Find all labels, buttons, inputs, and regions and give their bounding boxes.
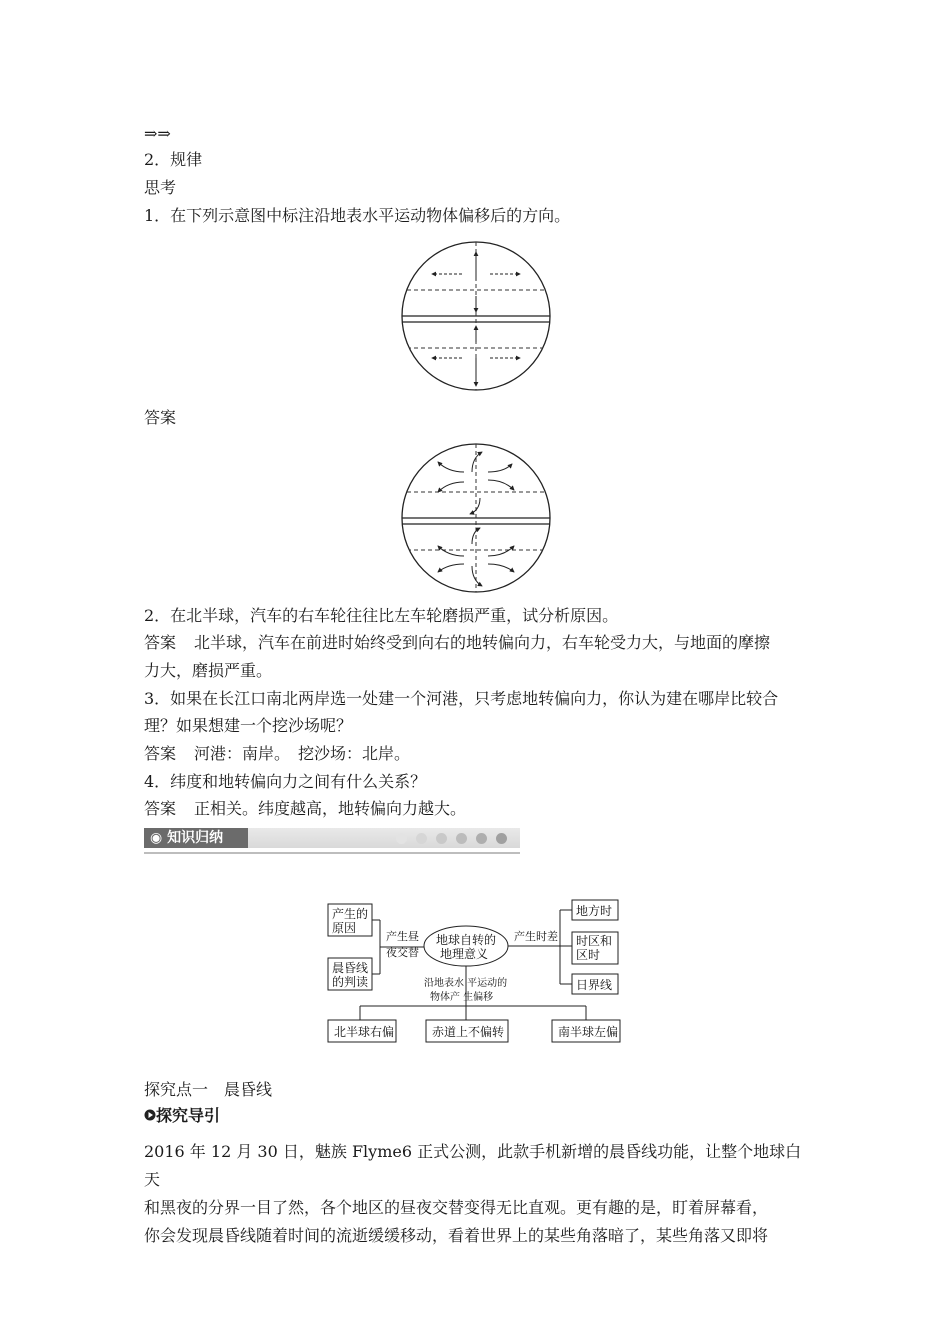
paragraph-line: 2016 年 12 月 30 日，魅族 Flyme6 正式公测，此款手机新增的晨昏线功能，让整个地球白天 [144,1142,802,1189]
globe-answer-diagram [400,442,554,598]
question-1: 1．在下列示意图中标注沿地表水平运动物体偏移后的方向。 [144,206,571,225]
concept-label: 的判读 [332,975,369,989]
concept-label: 时区和 [576,934,613,948]
globe-blank-diagram [400,240,554,396]
answer-text: 河港：南岸。 挖沙场：北岸。 [194,744,411,763]
answer-label: 答案 [144,799,177,818]
answer-2-cont: 力大，磨损严重。 [144,661,273,680]
concept-label: 地方时 [576,904,613,918]
question-2: 2．在北半球，汽车的右车轮往往比左车轮磨损严重，试分析原因。 [144,606,619,625]
banner-title: ◉ 知识归纳 [144,828,248,848]
banner-dot [496,833,507,844]
answer-label: 答案 [144,744,177,763]
concept-label: 赤道上不偏转 [432,1025,505,1039]
question-4: 4．纬度和地转偏向力之间有什么关系？ [144,772,427,791]
explore-heading [144,1106,220,1126]
question-3-line1: 3．如果在长江口南北两岸选一处建一个河港，只考虑地转偏向力，你认为建在哪岸比较合 [144,689,779,708]
banner-dot [416,833,427,844]
concept-link-label: 产生时差 [514,930,558,943]
question-3-line2: 理？如果想建一个挖沙场呢？ [144,716,353,735]
answer-text: 正相关。纬度越高，地转偏向力越大。 [194,799,467,818]
answer-text: 北半球，汽车在前进时始终受到向右的地转偏向力，右车轮受力大，与地面的摩擦 [194,633,771,652]
banner-dot [476,833,487,844]
think-title: 思考 [144,178,177,197]
concept-map-diagram [324,892,624,1048]
answer-label: 答案 [144,633,177,652]
concept-label: 日界线 [576,978,613,992]
banner-dot [396,833,407,844]
concept-label: 南半球左偏 [558,1025,619,1039]
concept-center-label: 地球自转的 [436,933,497,947]
intro-paragraph [144,1138,812,1250]
arrows-text: ⇒⇒ [144,124,171,143]
banner-dot [456,833,467,844]
concept-link-label: 沿地表水 平运动的 [424,978,508,989]
concept-link-label: 产生昼 [386,930,419,943]
concept-label: 区时 [576,948,601,962]
concept-link-label: 夜交替 [386,946,419,959]
concept-label: 产生的 [332,907,369,921]
answer-3 [144,744,410,764]
section-title: 探究点一 晨昏线 [144,1080,273,1099]
answer-2 [144,633,770,653]
answer-1-label: 答案 [144,408,177,427]
knowledge-summary-banner [144,828,520,858]
concept-center-label: 地理意义 [440,947,489,961]
paragraph-line: 你会发现晨昏线随着时间的流逝缓缓移动，看着世界上的某些角落暗了，某些角落又即将 [144,1226,769,1245]
play-icon [144,1108,156,1122]
explore-label: 探究导引 [156,1106,221,1125]
concept-label: 晨昏线 [332,961,369,975]
banner-dot [436,833,447,844]
concept-label: 原因 [332,921,357,935]
concept-label: 北半球右偏 [334,1025,395,1039]
concept-link-label: 物体产 生偏移 [430,992,494,1003]
rule-title: 2．规律 [144,150,203,169]
answer-4 [144,799,466,819]
paragraph-line: 和黑夜的分界一目了然，各个地区的昼夜交替变得无比直观。更有趣的是，盯着屏幕看， [144,1198,769,1217]
